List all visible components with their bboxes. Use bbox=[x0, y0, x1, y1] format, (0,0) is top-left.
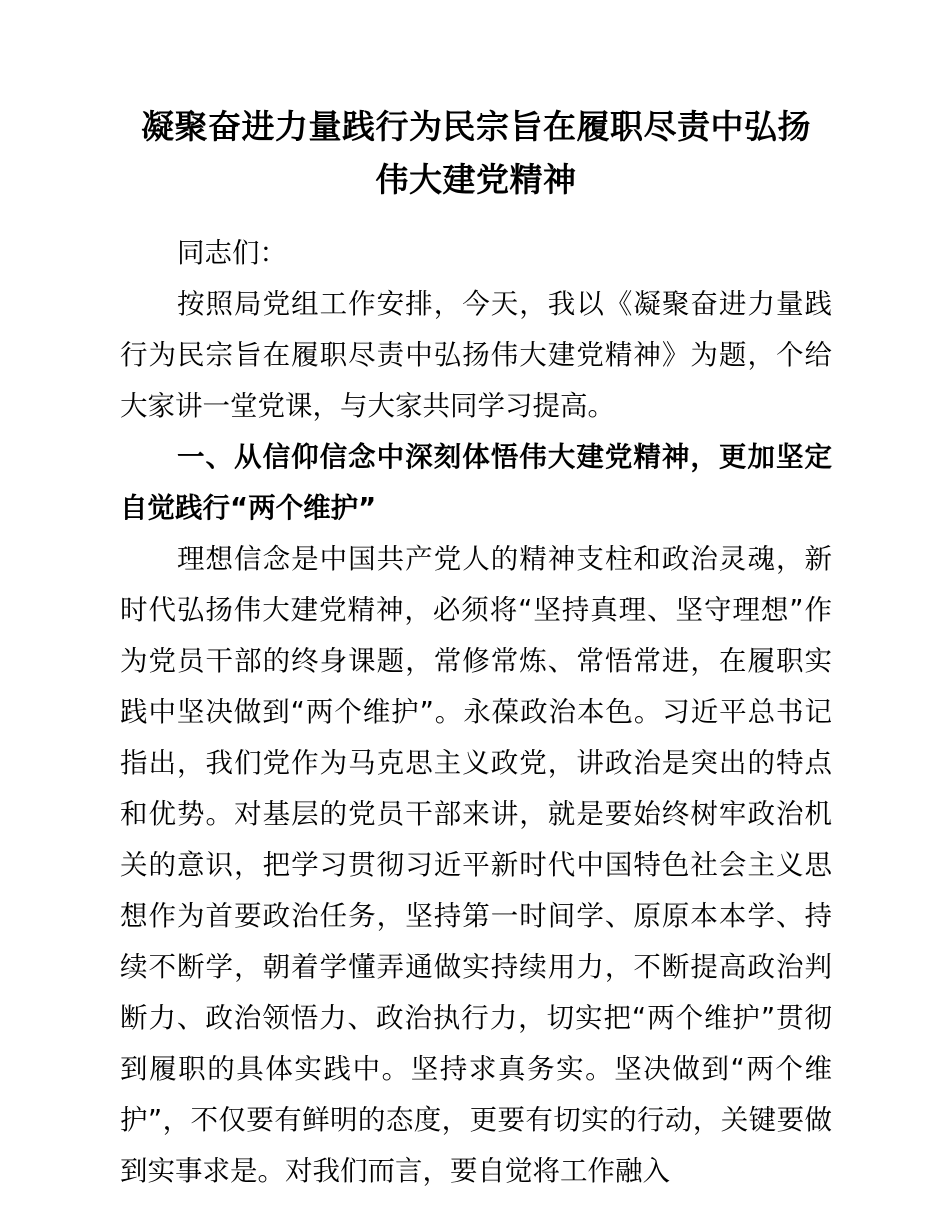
page-title-line-1: 凝聚奋进力量践行为民宗旨在履职尽责中弘扬 bbox=[141, 107, 811, 146]
salutation: 同志们： bbox=[177, 237, 287, 269]
section-heading-1: 一、从信仰信念中深刻体悟伟大建党精神，更加坚定自觉践行“两个维护” bbox=[120, 441, 832, 524]
body-paragraph-2: 理想信念是中国共产党人的精神支柱和政治灵魂，新时代弘扬伟大建党精神，必须将“坚持真理、坚守理想”作为党员干部的终身课题，常修常炼、常悟常进，在履职实践中坚决做到“两个维护”。永葆政治本色。习近平总书记指出，我们党作为马克思主义政党，讲政治是突出的特点和优势。对基层的党员干部来讲，就是要始终树牢政治机关的意识，把学习贯彻习近平新时代中国特色社会主义思想作为首要政治任务，坚持第一时间学、原原本本学、持续不断学，朝着学懂弄通做实持续用力，不断提高政治判断力、政治领悟力、政治执行力，切实把“两个维护”贯彻到履职的具体实践中。坚持求真务实。坚决做到“两个维护”，不仅要有鲜明的态度，更要有切实的行动，关键要做到实事求是。对我们而言，要自觉将工作融入 bbox=[120, 543, 832, 1187]
page-title-line-2: 伟大建党精神 bbox=[375, 160, 577, 199]
document-content bbox=[120, 0, 832, 1197]
body-paragraph-1: 按照局党组工作安排，今天，我以《凝聚奋进力量践行为民宗旨在履职尽责中弘扬伟大建党精神》为题，个给大家讲一堂党课，与大家共同学习提高。 bbox=[120, 288, 832, 422]
page-title bbox=[120, 0, 832, 206]
